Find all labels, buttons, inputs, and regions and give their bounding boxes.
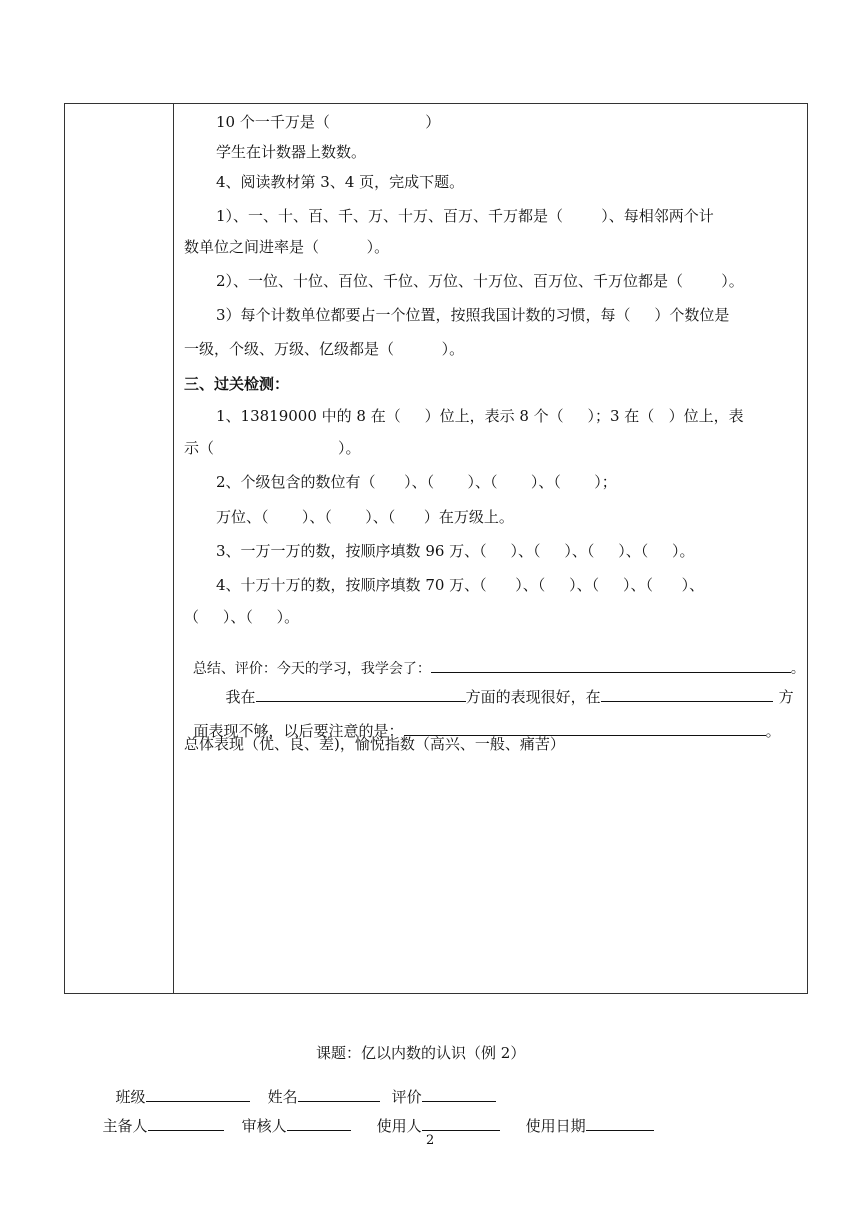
- name-label: 姓名: [267, 1088, 298, 1106]
- date-field: [586, 1116, 654, 1131]
- text-line: 4、阅读教材第 3、4 页，完成下题。: [216, 173, 465, 191]
- text-line: 1）、一、十、百、千、万、十万、百万、千万都是（ ）、每相邻两个计: [216, 207, 714, 225]
- text-line: 2）、一位、十位、百位、千位、万位、十万位、百万位、千万位都是（ ）。: [216, 272, 744, 290]
- self-eval-end: 。: [765, 722, 781, 740]
- user-label: 使用人: [376, 1117, 422, 1135]
- section-heading: 三、过关检测：: [184, 375, 290, 393]
- self-eval-text: 面表现不够，以后要注意的是：: [193, 722, 404, 740]
- self-eval-text: 我在: [225, 688, 256, 706]
- question-line: 2、个级包含的数位有（ ）、（ ）、（ ）、（ ）；: [216, 473, 617, 491]
- preparer-field: [148, 1116, 224, 1131]
- self-eval-text: 方面的表现很好，在: [465, 688, 601, 706]
- reviewer-label: 审核人: [241, 1117, 287, 1135]
- date-label: 使用日期: [525, 1117, 586, 1135]
- text-line: 一级，个级、万级、亿级都是（ ）。: [184, 340, 465, 358]
- text-line: 10 个一千万是（ ）: [216, 113, 441, 131]
- self-eval-text: 方: [778, 688, 794, 706]
- text-line: 学生在计数器上数数。: [216, 143, 367, 161]
- question-line: 万位、（ ）、（ ）、（ ）在万级上。: [216, 508, 514, 526]
- question-line: 1、13819000 中的 8 在（ ）位上，表示 8 个（ ）；3 在（ ）位上，表: [216, 407, 744, 425]
- text-line: 数单位之间进率是（ ）。: [184, 238, 390, 256]
- reviewer-field: [287, 1116, 351, 1131]
- preparer-label: 主备人: [102, 1117, 148, 1135]
- user-field: [422, 1116, 500, 1131]
- text-line: 3）每个计数单位都要占一个位置，按照我国计数的习惯，每（ ）个数位是: [216, 306, 730, 324]
- blank-line: [256, 687, 466, 702]
- question-line: 示（ ）。: [184, 439, 361, 457]
- question-line: （ ）、（ ）。: [184, 608, 300, 626]
- summary-label: 总结、评价：今天的学习，我学会了：: [192, 661, 431, 677]
- overall-line: 总体表现（优、良、差)，愉悦指数（高兴、一般、痛苦）: [184, 735, 565, 753]
- page-number: 2: [426, 1133, 435, 1148]
- eval-label: 评价: [391, 1088, 422, 1106]
- summary-end: 。: [790, 661, 805, 677]
- blank-line: [601, 687, 773, 702]
- question-line: 3、一万一万的数，按顺序填数 96 万、（ ）、（ ）、（ ）、（ ）。: [216, 542, 695, 560]
- lesson-title: 课题：亿以内数的认识（例 2）: [316, 1044, 526, 1062]
- info-row-2: [93, 1096, 654, 1136]
- table-column-divider: [173, 103, 174, 994]
- class-label: 班级: [115, 1088, 146, 1106]
- question-line: 4、十万十万的数，按顺序填数 70 万、（ ）、（ ）、（ ）、（ ）、: [216, 576, 705, 594]
